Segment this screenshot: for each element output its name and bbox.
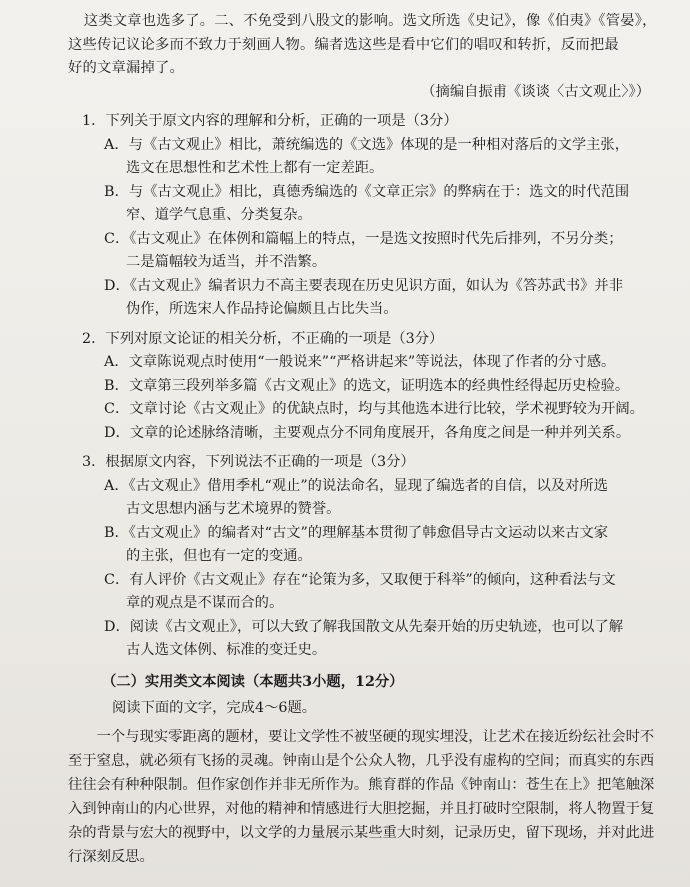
intro-paragraph: [68, 10, 664, 81]
option-c: [104, 569, 664, 616]
option-label: B．: [104, 183, 129, 200]
option-text: 与《古文观止》相比，萧统编选的《文选》体现的是一种相对落后的文学主张，: [128, 136, 630, 153]
option-text: 窄、道学气息重、分类复杂。: [126, 207, 312, 223]
option-b: [104, 375, 664, 399]
option-text: 文章陈说观点时使用“一般说来”“严格讲起来”等说法，体现了作者的分寸感。: [128, 354, 616, 370]
option-text: 文章讨论《古文观止》的优缺点时，均与其他选本进行比较，学术视野较为开阔。: [129, 401, 644, 417]
option-c: [104, 398, 664, 422]
option-label: C．: [104, 571, 130, 588]
intro-line: 这类文章也选多了。二、不免受到八股文的影响。选文所选《史记》，像《伯夷》《管晏》，: [83, 13, 657, 29]
option-label: C．: [104, 401, 130, 417]
option-text: 二是篇幅较为适当，并不浩繁。: [126, 254, 327, 270]
question-2: [68, 328, 664, 446]
option-text: 文章第三段列举多篇《古文观止》的选文，证明选本的经典性经得起历史检验。: [128, 377, 630, 394]
option-b: [104, 522, 664, 569]
option-label: C．: [104, 230, 130, 247]
option-label: D．: [104, 424, 130, 441]
option-d: [104, 616, 664, 663]
option-label: D．: [104, 618, 130, 635]
option-text: 古文思想内涵与艺术境界的赞誉。: [126, 501, 341, 517]
question-3: [68, 451, 664, 663]
source-citation: （摘编自振甫《谈谈〈古文观止〉》）: [421, 83, 650, 100]
option-text: 古人选文体例、标准的变迁史。: [126, 642, 327, 658]
option-a: [104, 134, 664, 181]
option-text: 选文在思想性和艺术性上都有一定差距。: [126, 160, 384, 176]
section-instruction: 阅读下面的文字，完成4～6题。: [112, 700, 317, 716]
reading-passage: 一个与现实零距离的题材，要让文学性不被坚硬的现实埋没，让艺术在接近纷纭社会时不至于窒息，就必须有飞扬的灵魂。钟南山是个公众人物，几乎没有虚构的空间；而真实的东西往往会有种种限制。但作家创作并非无所作为。熊育群的作品《钟南山：苍生在上》把笔触深入到钟南山的内心世界，对他的精神和情感进行大胆挖掘，并且打破时空限制，将人物置于复杂的背景与宏大的视野中，以文学的力量展示某些重大时刻，记录历史，留下现场，并对此进行深刻反思。: [68, 728, 655, 865]
option-text: 的主张，但也有一定的变通。: [126, 548, 312, 564]
option-label: D．: [104, 277, 130, 294]
option-text: 阅读《古文观止》，可以大致了解我国散文从先秦开始的历史轨迹，也可以了解: [129, 618, 624, 635]
option-text: 文章的论述脉络清晰，主要观点分不同角度展开，各角度之间是一种并列关系。: [129, 424, 631, 441]
option-d: [104, 422, 664, 446]
intro-line: 好的文章漏掉了。: [68, 60, 184, 76]
option-c: [104, 228, 664, 275]
option-text: 与《古文观止》相比，真德秀编选的《文章正宗》的弊病在于：选文的时代范围: [128, 183, 630, 200]
option-text: 有人评价《古文观止》存在“论策为多，又取便于科举”的倾向，这种看法与文: [129, 571, 616, 588]
option-a: [104, 475, 664, 522]
intro-line: 这些传记议论多而不致力于刻画人物。编者选这些是看中它们的唱叹和转折，反而把最: [68, 36, 619, 53]
option-b: [104, 181, 664, 228]
question-1: [68, 110, 664, 322]
option-text: 《古文观止》在体例和篇幅上的特点，一是选文按照时代先后排列，不另分类；: [129, 230, 623, 247]
option-label: B．: [104, 524, 129, 541]
question-stem: 2．下列对原文论证的相关分析，不正确的一项是（3分）: [82, 330, 444, 347]
option-text: 章的观点是不谋而合的。: [126, 595, 284, 611]
option-text: 《古文观止》借用季札“观止”的说法命名，显现了编选者的自信，以及对所选: [128, 477, 608, 494]
question-stem: 1．下列关于原文内容的理解和分析，正确的一项是（3分）: [82, 113, 458, 129]
option-label: A．: [104, 136, 129, 153]
option-a: [104, 351, 664, 375]
option-text: 伪作，所选宋人作品持论偏颇且占比失当。: [126, 301, 398, 317]
option-text: 《古文观止》的编者对“古文”的理解基本贯彻了韩愈倡导古文运动以来古文家: [128, 524, 609, 541]
option-text: 《古文观止》编者识力不高主要表现在历史见识方面，如认为《答苏武书》并非: [129, 277, 624, 294]
option-d: [104, 275, 664, 322]
option-label: A．: [104, 354, 129, 370]
question-stem: 3．根据原文内容，下列说法不正确的一项是（3分）: [82, 454, 415, 470]
section-heading: （二）实用类文本阅读（本题共3小题，12分）: [102, 673, 404, 690]
option-label: A．: [104, 477, 129, 494]
option-label: B．: [104, 377, 129, 394]
